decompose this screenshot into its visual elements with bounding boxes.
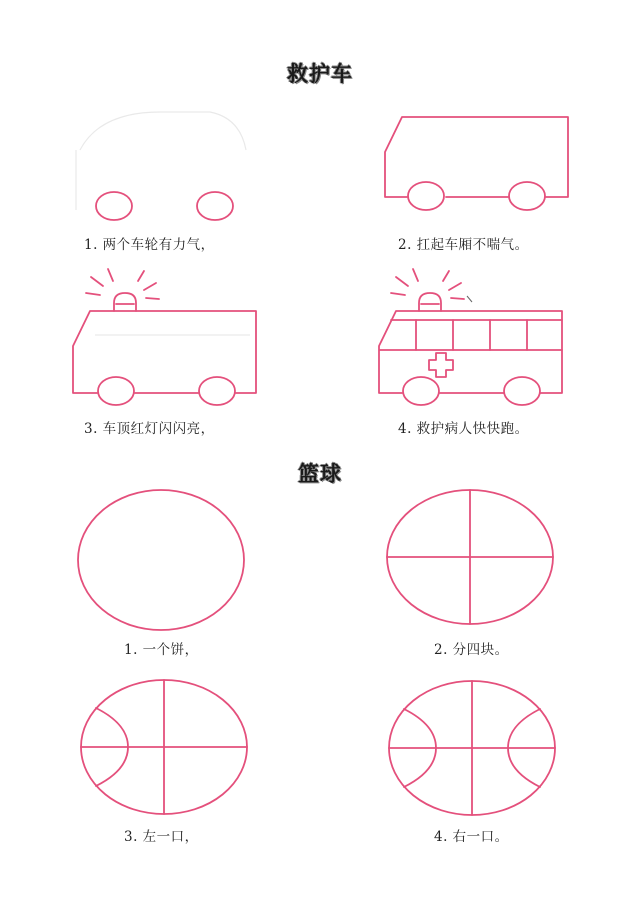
car-body (385, 117, 568, 197)
basketball-step-1-caption: 1. 一个饼， (124, 642, 199, 658)
ambulance-step-1-caption: 1. 两个车轮有力气， (84, 237, 215, 253)
wheel-left (98, 377, 134, 405)
siren-light (419, 293, 441, 311)
basketball-step-3-caption: 3. 左一口， (124, 829, 199, 845)
siren-light (114, 293, 136, 311)
ambulance-step-3-drawing (73, 269, 256, 405)
ambulance-step-2-caption: 2. 扛起车厢不喘气。 (398, 237, 529, 253)
basketball-step-4-drawing (389, 681, 555, 815)
basketball-step-1-drawing (78, 490, 244, 630)
basketball-step-2-drawing (387, 490, 553, 624)
wheel-right (197, 192, 233, 220)
wheel-left (96, 192, 132, 220)
section-title-basketball: 篮球 (298, 462, 342, 486)
basketball-step-3-drawing (81, 680, 247, 814)
wheel-right (509, 182, 545, 210)
wheel-right (504, 377, 540, 405)
ambulance-step-4-drawing (379, 269, 562, 405)
ambulance-step-2-drawing (385, 117, 568, 210)
siren-rays (391, 269, 464, 299)
stray-mark (467, 296, 472, 302)
wheel-left (403, 377, 439, 405)
ambulance-step-4-caption: 4. 救护病人快快跑。 (398, 421, 529, 437)
medical-cross-icon (429, 353, 453, 377)
basketball-step-4-caption: 4. 右一口。 (434, 829, 509, 845)
basketball-step-2-caption: 2. 分四块。 (434, 642, 509, 658)
faint-background-marks (76, 112, 250, 335)
wheel-right (199, 377, 235, 405)
siren-rays (86, 269, 159, 299)
ambulance-step-3-caption: 3. 车顶红灯闪闪亮， (84, 421, 215, 437)
section-title-ambulance: 救护车 (287, 62, 353, 86)
ambulance-step-1-drawing (96, 192, 233, 220)
wheel-left (408, 182, 444, 210)
window-band (380, 320, 562, 350)
ball-outline (78, 490, 244, 630)
